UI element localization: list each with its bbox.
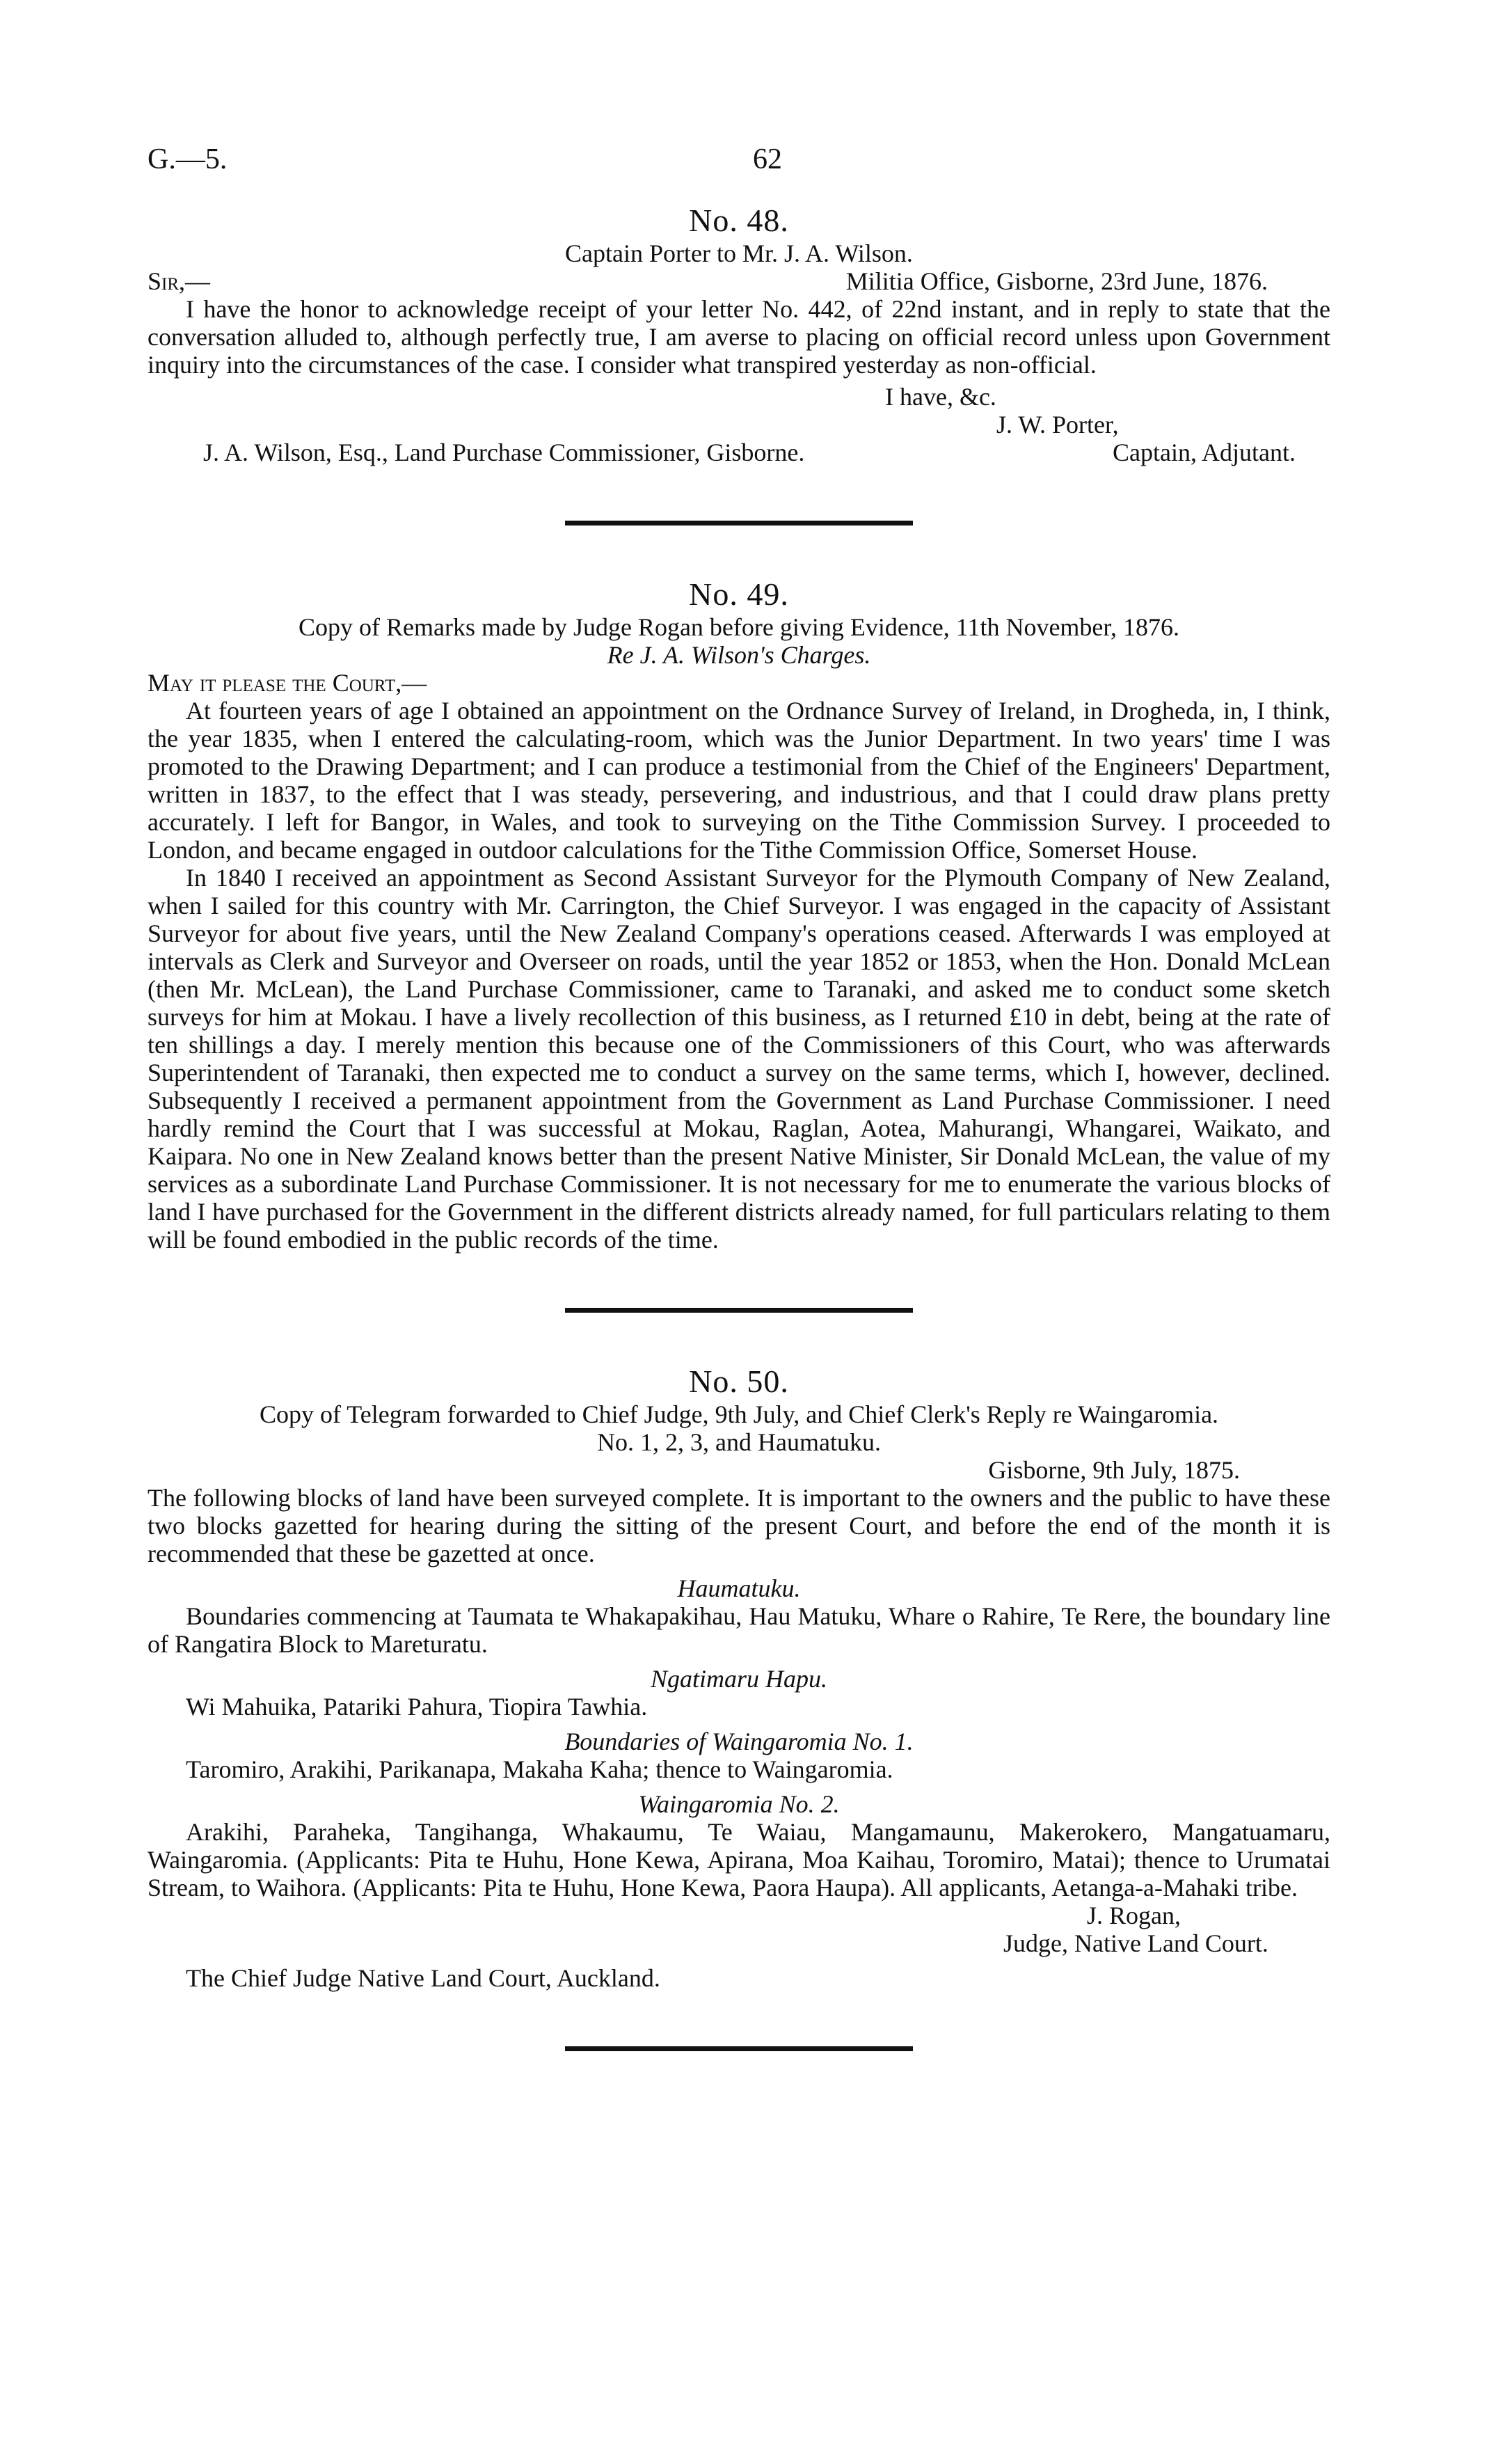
signer-title: Judge, Native Land Court. — [1003, 1929, 1268, 1957]
block-boundaries: Arakihi, Paraheka, Tangihanga, Whakaumu, Te Waiau, Mangamaunu, Makerokero, Mangatuamaru, Waingaromia. (Applicants: Pita te Huhu, Hone Kewa, Apirana, Moa Kaihau, Toromiro, Matai); thence to Urumatai Stream, to Waihora. (Applicants: Pita te Huhu, Hone Kewa, Paora Haupa). All applicants, Aetanga-a-Mahaki tribe. — [148, 1818, 1330, 1902]
letter-49 — [148, 576, 1330, 1254]
letter-title: Captain Porter to Mr. J. A. Wilson. — [565, 239, 913, 267]
addressee: The Chief Judge Native Land Court, Auckland. — [186, 1964, 660, 1992]
addressee-row — [148, 438, 1330, 466]
block-heading: Waingaromia No. 2. — [638, 1790, 840, 1818]
letter-number: No. 50. — [689, 1364, 789, 1399]
signer-rank: Captain, Adjutant. — [1113, 438, 1296, 466]
salutation: Sir,— — [148, 267, 211, 295]
letter-number: No. 48. — [689, 203, 789, 238]
closing: I have, &c. — [885, 383, 996, 411]
telegram-intro: The following blocks of land have been surveyed complete. It is important to the owners and the public to have these two blocks gazetted for hearing during the sitting of the present Court, and before the end of the month it is recommended that these be gazetted at once. — [148, 1484, 1330, 1567]
letter-subtitle: Re J. A. Wilson's Charges. — [607, 641, 871, 669]
page-number: 62 — [753, 143, 782, 175]
page-header — [148, 143, 1330, 184]
paragraph: In 1840 I received an appointment as Second Assistant Surveyor for the Plymouth Company of New Zealand, when I sailed for this country with Mr. Carrington, the Chief Surveyor. I was engaged in the capacity of Assistant Surveyor for about five years, until the New Zealand Company's operations ceased. Afterwards I was employed at intervals as Clerk and Surveyor and Overseer on roads, until the year 1852 or 1853, when the Hon. Donald McLean (then Mr. McLean), the Land Purchase Commissioner, came to Taranaki, and asked me to conduct some sketch surveys for him at Mokau. I have a lively recollection of this business, as I returned £10 in debt, being at the rate of ten shillings a day. I merely mention this because one of the Commissioners of this Court, who was afterwards Superintendent of Taranaki, then expected me to conduct a survey on the same terms, which I, however, declined. Subsequently I received a permanent appointment from the Government as Land Purchase Commissioner. I need hardly remind the Court that I was successful at Mokau, Raglan, Aotea, Mahurangi, Whangarei, Waikato, and Kaipara. No one in New Zealand knows better than the present Native Minister, Sir Donald McLean, the value of my services as a subordinate Land Purchase Commissioner. It is not necessary for me to enumerate the various blocks of land I have purchased for the Government in the different districts already named, for full particulars relating to them will be found embodied in the public records of the time. — [148, 864, 1330, 1254]
block-heading: Boundaries of Waingaromia No. 1. — [564, 1728, 914, 1755]
letter-title: Copy of Remarks made by Judge Rogan before giving Evidence, 11th November, 1876. — [299, 613, 1179, 641]
block-boundaries: Boundaries commencing at Taumata te Whakapakihau, Hau Matuku, Whare o Rahire, Te Rere, the boundary line of Rangatira Block to Mareturatu. — [148, 1602, 1330, 1658]
paragraph: At fourteen years of age I obtained an appointment on the Ordnance Survey of Ireland, in Drogheda, in, I think, the year 1835, when I entered the calculating-room, which was the Junior Department. In two years' time I was promoted to the Drawing Department; and I can produce a testimonial from the Chief of the Engineers' Department, written in 1837, to the effect that I was steady, persevering, and industrious, and that I could draw plans pretty accurately. I left for Bangor, in Wales, and took to surveying on the Tithe Commission Survey. I proceeded to London, and became engaged in outdoor calculations for the Tithe Commission Office, Somerset House. — [148, 697, 1330, 864]
series-number: G.—5. — [148, 143, 228, 175]
page-content — [148, 202, 1330, 2101]
block-heading: Ngatimaru Hapu. — [650, 1665, 828, 1693]
letter-48 — [148, 202, 1330, 466]
letter-body: I have the honor to acknowledge receipt of your letter No. 442, of 22nd instant, and in reply to state that the conversation alluded to, although perfectly true, I am averse to placing on official record unless upon Government inquiry into the circumstances of the case. I consider what transpired yesterday as non-official. — [148, 295, 1330, 379]
section-divider — [565, 1308, 913, 1313]
letter-number: No. 49. — [689, 576, 789, 612]
letter-50 — [148, 1363, 1330, 1992]
block-boundaries: Taromiro, Arakihi, Parikanapa, Makaha Kaha; thence to Waingaromia. — [186, 1755, 893, 1783]
block-owners: Wi Mahuika, Patariki Pahura, Tiopira Tawhia. — [186, 1693, 648, 1721]
salutation: May it please the Court,— — [148, 669, 427, 697]
dateline: Militia Office, Gisborne, 23rd June, 1876. — [845, 267, 1268, 295]
letter-title: Copy of Telegram forwarded to Chief Judge, 9th July, and Chief Clerk's Reply re Waingaromia. — [259, 1400, 1219, 1428]
signature: J. W. Porter, — [996, 411, 1119, 438]
addressee: J. A. Wilson, Esq., Land Purchase Commissioner, Gisborne. — [203, 438, 805, 466]
section-divider — [565, 521, 913, 525]
section-divider — [565, 2046, 913, 2051]
block-heading: Haumatuku. — [677, 1574, 801, 1602]
salutation-row — [148, 267, 1330, 295]
letter-title-continued: No. 1, 2, 3, and Haumatuku. — [597, 1428, 881, 1456]
signature: J. Rogan, — [1087, 1902, 1181, 1929]
dateline: Gisborne, 9th July, 1875. — [988, 1456, 1240, 1484]
